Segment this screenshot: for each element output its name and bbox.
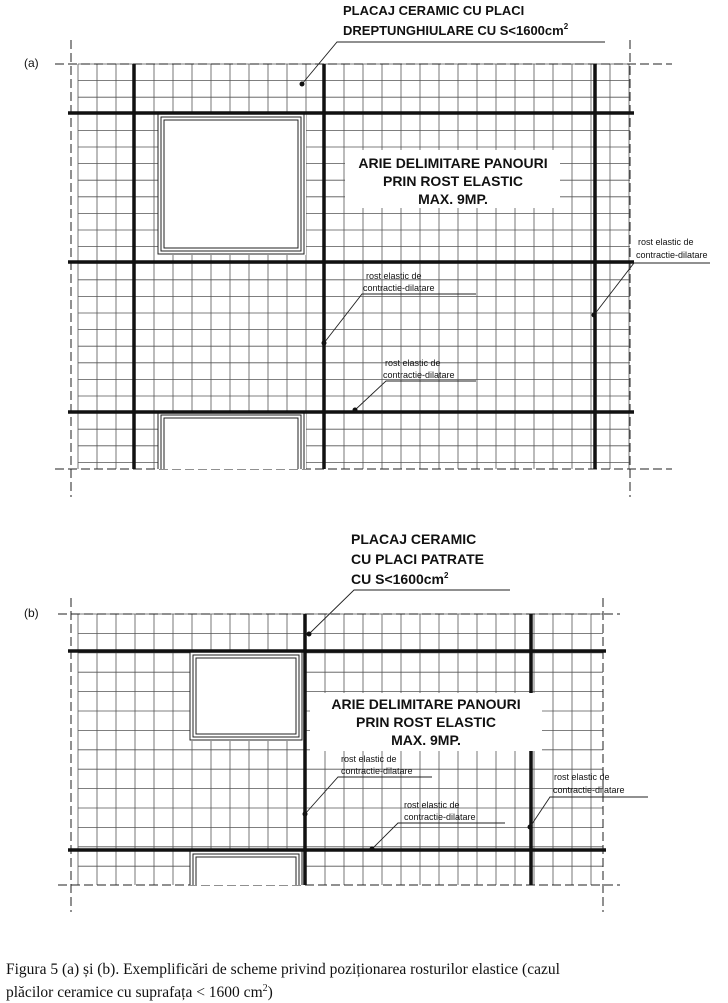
panel-b-area-line3: MAX. 9MP. xyxy=(391,732,461,748)
panel-b xyxy=(24,531,648,912)
panel-b-title-line2: CU PLACI PATRATE xyxy=(351,551,484,567)
figure-caption xyxy=(6,960,722,1002)
panel-a-elastic-joints xyxy=(68,64,634,469)
caption-line2: plăcilor ceramice cu suprafața < 1600 cm xyxy=(6,984,263,1002)
panel-a-window-upper xyxy=(158,113,306,255)
panel-a-joint-low-line2: contractie-dilatare xyxy=(383,370,455,380)
panel-a-joint-right-line1: rost elastic de xyxy=(638,237,694,247)
panel-b-area-line1: ARIE DELIMITARE PANOURI xyxy=(331,696,521,712)
caption-superscript: 2 xyxy=(262,983,268,994)
panel-a-area-line1: ARIE DELIMITARE PANOURI xyxy=(358,155,548,171)
caption-end: ) xyxy=(267,984,273,1002)
panel-b-window-upper xyxy=(190,651,304,741)
panel-a-joint-low-line1: rost elastic de xyxy=(385,358,441,368)
panel-a-area-line2: PRIN ROST ELASTIC xyxy=(382,173,524,189)
panel-b-area-line2: PRIN ROST ELASTIC xyxy=(355,714,497,730)
panel-a-title-line2 xyxy=(343,22,569,38)
panel-b-title-superscript: 2 xyxy=(444,571,449,580)
panel-b-joint-right-line1: rost elastic de xyxy=(554,772,610,782)
panel-a-title-line1: PLACAJ CERAMIC CU PLACI xyxy=(343,3,525,18)
panel-b-title-line3 xyxy=(351,571,449,587)
panel-a-reference-lines xyxy=(55,40,672,497)
panel-a-joint-mid-line2: contractie-dilatare xyxy=(363,283,435,293)
panel-a xyxy=(24,3,710,497)
panel-b-joint-low-line2: contractie-dilatare xyxy=(404,812,476,822)
panel-b-joint-low-line1: rost elastic de xyxy=(404,800,460,810)
panel-a-window-lower xyxy=(158,412,306,469)
panel-b-joint-mid-line2: contractie-dilatare xyxy=(341,766,413,776)
panel-a-joint-right-line2: contractie-dilatare xyxy=(636,250,708,260)
panel-b-title-line1: PLACAJ CERAMIC xyxy=(351,531,477,547)
panel-a-tag: (a) xyxy=(24,56,39,70)
panel-b-joint-mid-line1: rost elastic de xyxy=(341,754,397,764)
panel-a-joint-mid-line1: rost elastic de xyxy=(366,271,422,281)
panel-a-title-superscript: 2 xyxy=(563,22,569,31)
panel-b-window-lower xyxy=(190,851,304,885)
panel-b-reference-lines xyxy=(58,598,620,912)
panel-b-joint-right-line2: contractie-dilatare xyxy=(553,785,625,795)
panel-a-area-line3: MAX. 9MP. xyxy=(418,191,488,207)
panel-b-title-line3-text: CU S<1600cm xyxy=(351,571,445,587)
panel-b-tag: (b) xyxy=(24,606,39,620)
panel-a-title-line2-text: DREPTUNGHIULARE CU S<1600cm xyxy=(343,23,564,38)
caption-line1: Figura 5 (a) și (b). Exemplificări de scheme privind poziționarea rosturilor elastice (cazul xyxy=(6,961,560,978)
